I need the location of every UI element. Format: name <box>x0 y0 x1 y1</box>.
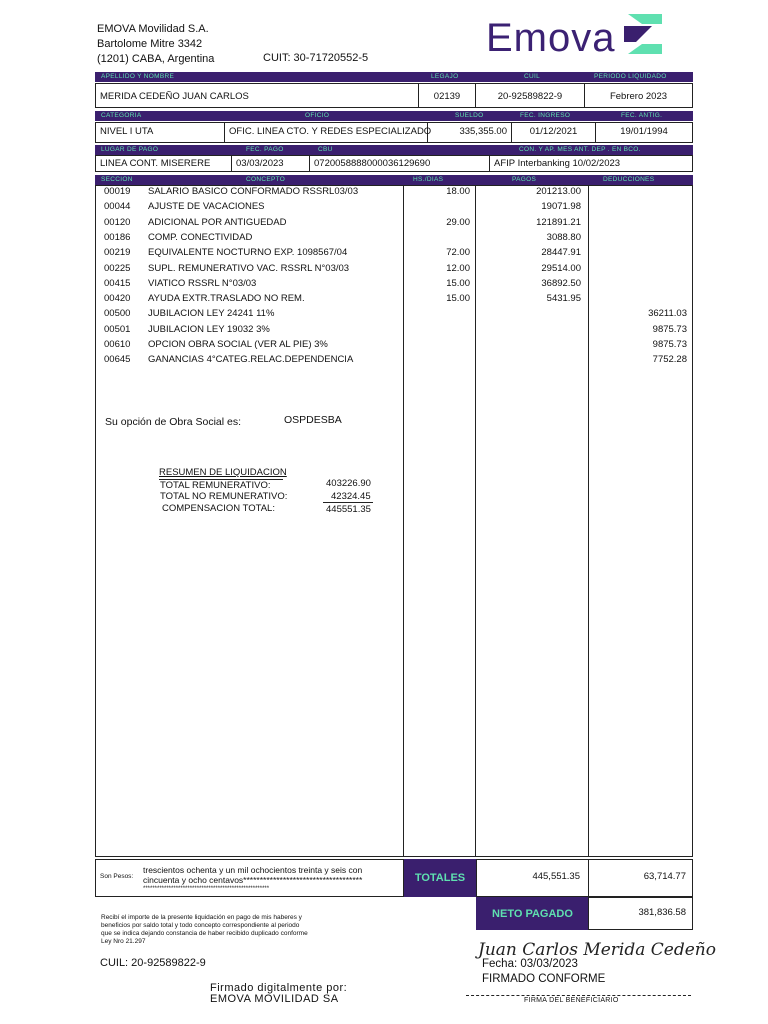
row-seccion: 00501 <box>104 324 131 335</box>
firmado-por-line-1: Firmado digitalmente por: <box>210 982 348 994</box>
value-oficio: OFIC. LINEA CTO. Y REDES ESPECIALIZADO <box>225 123 428 142</box>
resumen-title: RESUMEN DE LIQUIDACION <box>159 467 287 478</box>
row-concepto: AJUSTE DE VACACIONES <box>148 201 265 212</box>
row-hs: 72.00 <box>446 247 470 258</box>
son-pesos-text <box>143 865 362 893</box>
col-seccion: SECCION <box>101 176 133 183</box>
label-oficio: OFICIO <box>305 112 330 119</box>
row-pagos: 3088.80 <box>546 232 581 243</box>
company-cuit: CUIT: 30-71720552-5 <box>263 52 369 64</box>
recibi-line-4: Ley Nro 21.297 <box>101 938 146 945</box>
label-fec-antig: FEC. ANTIG. <box>621 112 663 119</box>
resumen-value-1: 403226.90 <box>326 478 371 489</box>
row-concepto: COMP. CONECTIVIDAD <box>148 232 253 243</box>
resumen-label-1: TOTAL REMUNERATIVO: <box>160 480 271 491</box>
footer-cuil: CUIL: 20-92589822-9 <box>100 957 206 969</box>
header2-bar <box>95 111 693 121</box>
row-concepto: JUBILACION LEY 19032 3% <box>148 324 270 335</box>
row-seccion: 00019 <box>104 186 131 197</box>
row-seccion: 00219 <box>104 247 131 258</box>
label-cbu: CBU <box>318 146 333 153</box>
recibi-text <box>101 914 361 946</box>
header3-bar <box>95 145 693 155</box>
label-legajo: LEGAJO <box>431 73 459 80</box>
son-pesos-line-1: trescientos ochenta y un mil ochocientos treinta y seis con <box>143 865 363 875</box>
row-seccion: 00610 <box>104 339 131 350</box>
row-seccion: 00500 <box>104 308 131 319</box>
son-pesos-line-2: cincuenta y ocho centavos************************************ <box>143 875 363 885</box>
label-periodo: PERIODO LIQUIDADO <box>594 73 667 80</box>
col-pagos: PAGOS <box>512 176 537 183</box>
value-legajo: 02139 <box>419 84 476 107</box>
son-pesos-label: Son Pesos: <box>100 873 134 880</box>
row-deducciones: 9875.73 <box>652 324 687 335</box>
obra-social-value: OSPDESBA <box>284 414 342 426</box>
son-pesos-line-3: ****************************************************** <box>143 886 270 892</box>
company-name: EMOVA Movilidad S.A. <box>97 23 209 35</box>
row-pagos: 29514.00 <box>541 263 581 274</box>
neto-pagado-label: NETO PAGADO <box>476 897 589 930</box>
row-concepto: GANANCIAS 4°CATEG.RELAC.DEPENDENCIA <box>148 354 354 365</box>
row-concepto: VIATICO RSSRL N°03/03 <box>148 278 257 289</box>
col-deducciones: DEDUCCIONES <box>603 176 655 183</box>
row-concepto: OPCION OBRA SOCIAL (VER AL PIE) 3% <box>148 339 328 350</box>
row-hs: 15.00 <box>446 278 470 289</box>
resumen-value-3: 445551.35 <box>326 504 371 515</box>
resumen-value-2: 42324.45 <box>331 491 371 502</box>
row-pagos: 28447.91 <box>541 247 581 258</box>
value-fec-antig: 19/01/1994 <box>620 126 668 137</box>
value-periodo: Febrero 2023 <box>609 91 668 102</box>
col-concepto: CONCEPTO <box>246 176 286 183</box>
row-seccion: 00186 <box>104 232 131 243</box>
resumen-sum-line <box>323 502 373 503</box>
recibi-line-3: que se indica dejando constancia de haber recibido duplicado conforme <box>101 930 308 937</box>
total-pagos: 445,551.35 <box>532 871 580 882</box>
row-deducciones: 9875.73 <box>652 339 687 350</box>
value-fec-ingreso: 01/12/2021 <box>512 123 596 142</box>
row-concepto: SALARIO BASICO CONFORMADO RSSRL03/03 <box>148 186 359 197</box>
total-deducciones-box <box>588 859 693 897</box>
value-categoria: NIVEL I UTA <box>96 123 225 142</box>
label-con-ap: CON. Y AP. MES ANT. DEP . EN BCO. <box>519 146 641 153</box>
emova-logo-icon <box>622 12 664 56</box>
row-seccion: 00120 <box>104 217 131 228</box>
header1-row <box>95 83 693 108</box>
row-hs: 15.00 <box>446 293 470 304</box>
neto-pagado-value: 381,836.58 <box>638 907 686 918</box>
label-sueldo: SUELDO <box>455 112 484 119</box>
label-fec-ingreso: FEC. INGRESO <box>520 112 571 119</box>
company-address: Bartolome Mitre 3342 <box>97 38 203 50</box>
label-fec-pago: FEC. PAGO <box>246 146 284 153</box>
header3-row <box>95 155 693 172</box>
recibi-line-1: Recibí el importe de la presente liquidación en pago de mis haberes y <box>101 914 302 921</box>
value-fec-pago: 03/03/2023 <box>232 156 310 171</box>
resumen-label-2: TOTAL NO REMUNERATIVO: <box>160 491 288 502</box>
row-concepto: EQUIVALENTE NOCTURNO EXP. 1098567/04 <box>148 247 348 258</box>
row-hs: 29.00 <box>446 217 470 228</box>
label-apellido: APELLIDO Y NOMBRE <box>101 73 175 80</box>
total-pagos-box <box>476 859 589 897</box>
value-lugar-pago: LINEA CONT. MISERERE <box>96 156 232 171</box>
firma-label: FIRMA DEL BENEFICIARIO <box>524 997 619 1004</box>
row-pagos: 121891.21 <box>536 217 581 228</box>
row-deducciones: 7752.28 <box>652 354 687 365</box>
obra-social-label: Su opción de Obra Social es: <box>105 416 241 428</box>
header1-bar <box>95 72 693 82</box>
signature-line <box>466 995 691 996</box>
column-divider <box>588 185 589 857</box>
row-concepto: AYUDA EXTR.TRASLADO NO REM. <box>148 293 305 304</box>
value-con-ap: AFIP Interbanking 10/02/2023 <box>494 158 621 169</box>
row-deducciones: 36211.03 <box>648 308 687 319</box>
firmado-por-line-2: EMOVA MOVILIDAD SA <box>210 993 339 1005</box>
neto-pagado-box <box>588 897 693 930</box>
row-hs: 18.00 <box>446 186 470 197</box>
row-seccion: 00645 <box>104 354 131 365</box>
row-pagos: 19071.98 <box>541 201 581 212</box>
company-city: (1201) CABA, Argentina <box>97 53 215 65</box>
value-cbu: 0720058888000036129690 <box>310 156 490 171</box>
row-seccion: 00420 <box>104 293 131 304</box>
row-seccion: 00044 <box>104 201 131 212</box>
total-deducciones: 63,714.77 <box>643 871 686 882</box>
row-concepto: ADICIONAL POR ANTIGUEDAD <box>148 217 287 228</box>
label-lugar-pago: LUGAR DE PAGO <box>101 146 159 153</box>
totales-label: TOTALES <box>404 859 476 897</box>
signature: Juan Carlos Merida Cedeño <box>478 940 716 960</box>
resumen-label-3: COMPENSACION TOTAL: <box>162 503 275 514</box>
row-concepto: JUBILACION LEY 24241 11% <box>148 308 275 319</box>
row-pagos: 5431.95 <box>546 293 581 304</box>
row-seccion: 00415 <box>104 278 131 289</box>
value-cuil: 20-92589822-9 <box>476 84 585 107</box>
company-block <box>97 22 214 67</box>
header2-row <box>95 122 693 143</box>
row-seccion: 00225 <box>104 263 131 274</box>
row-hs: 12.00 <box>446 263 470 274</box>
col-hs: HS./DIAS <box>413 176 444 183</box>
label-cuil: CUIL <box>524 73 541 80</box>
logo-text: Emova <box>486 16 616 60</box>
firmado-por <box>210 983 347 1005</box>
row-pagos: 201213.00 <box>536 186 581 197</box>
row-pagos: 36892.50 <box>541 278 581 289</box>
row-concepto: SUPL. REMUNERATIVO VAC. RSSRL N°03/03 <box>148 263 350 274</box>
value-sueldo: 335,355.00 <box>428 123 512 142</box>
value-apellido: MERIDA CEDEÑO JUAN CARLOS <box>96 84 419 107</box>
label-categoria: CATEGORIA <box>101 112 142 119</box>
recibi-line-2: beneficios por saldo total y todo concepto correspondiente al periodo <box>101 922 300 929</box>
firmado-conforme: FIRMADO CONFORME <box>482 973 606 985</box>
fecha: Fecha: 03/03/2023 <box>482 958 578 970</box>
